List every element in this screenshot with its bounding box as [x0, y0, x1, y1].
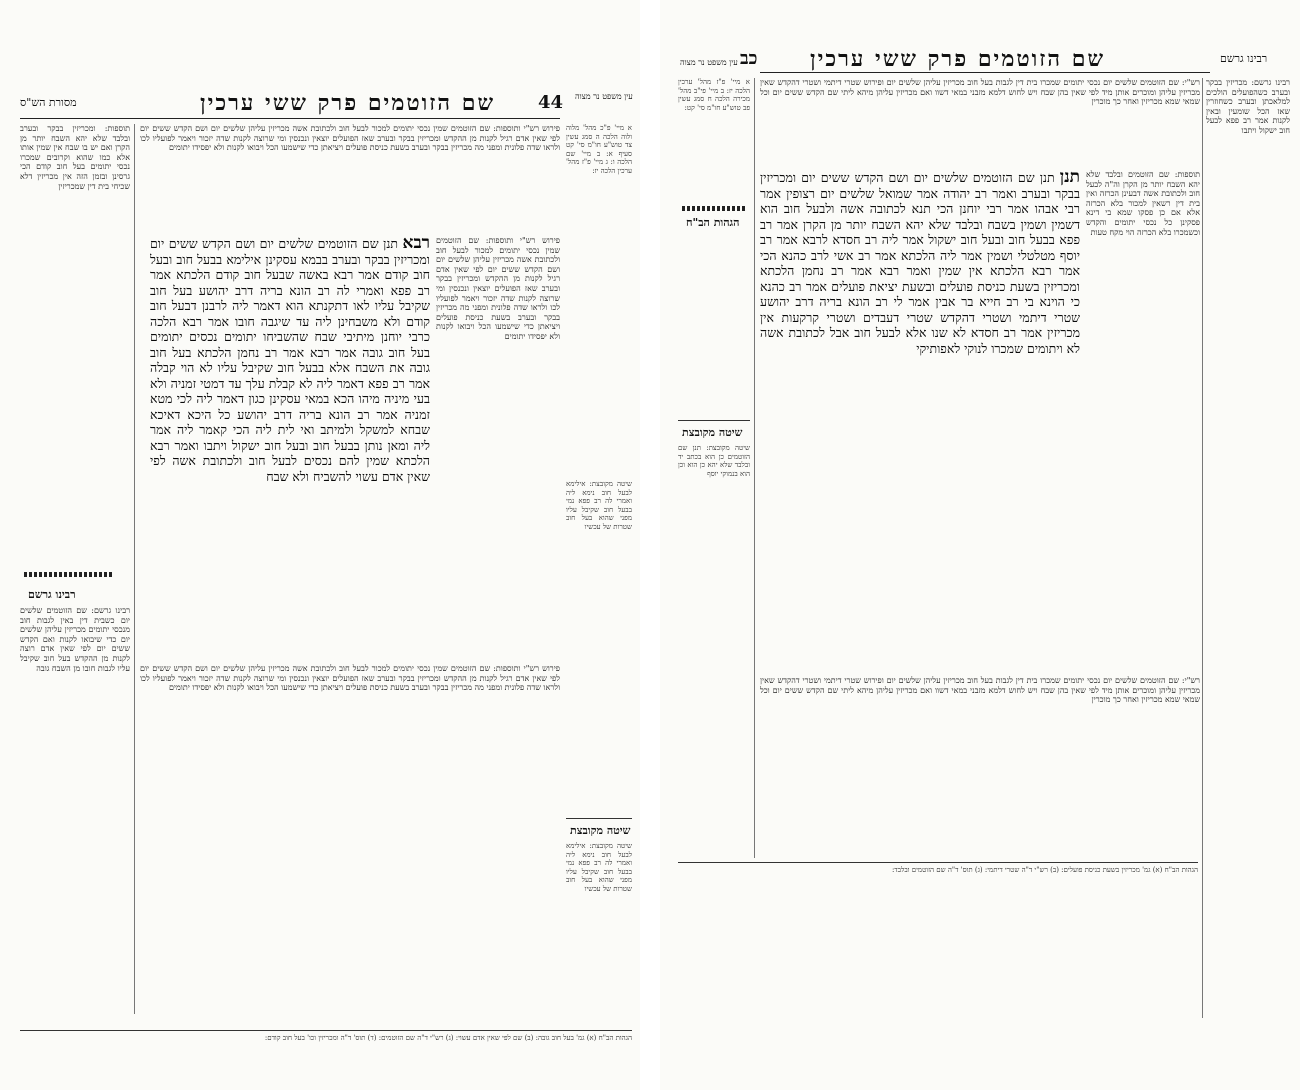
rule	[678, 420, 750, 421]
column-divider	[1202, 78, 1203, 1018]
commentary-inner: פירוש רש"י ותוספות: שם הזוטמים שמין נכסי יתומים למכור לבעל חוב ולכתובת אשה מכריזין עליהן שלשים יום ושם הקדש ששים יום לפי שאין אדם רגיל לקנות מן ההקדש ומכריזין בבקר ובערב שאז הפועלים יוצאין ונכנסין ומי שרוצה לקנות שדה יזכור ויאמר לפועליו לכו ולראו שדה פלונית ומפני מה מכריזין בבקר ובערב בשעת כניסת פועלים ויציאתן כדי שישמעו הכל ויבואו לקנות ולא יפסידו יתומים	[436, 236, 560, 341]
margin-notes: שיטה מקובצת: אילימא לבעל חוב נימא ליה ואמרי לה רב פפא נמי בבעל חוב שקיבל עליו מפני שהוא בעל חוב שטרות של עכשיו	[566, 480, 632, 531]
shita-mekubetzet-label: שיטה מקובצת	[570, 824, 631, 837]
gemara-main-text: רבא תנן שם הזוטמים שלשים יום ושם הקדש ששים יום ומכריזין בבקר ובערב בבמא עסקינן אילימא בבעל חוב ובעל חוב קודם אמר רבא באשה שבעל חוב קודם הלכתא אמר רב פפא ואמרי לה רב הונא בריה דרב יהושע בעל חוב שקיבל עליו לאו דתקנתא הוא דאמר ליה לרבנן דבעל חוב קודם ולא משבחינן ליה עד שיגבה חובו אמר רבא הלכה כרבי יוחנן מיתיבי שבח שהשביחו יתומים נכסים יתומים בעל חוב גובה אמר רבא אמר רב נחמן הלכתא בעל חוב גובה את השבח אלא בבעל חוב שקיבל עליו לא הוי קבלה אמר רב פפא דאמר ליה לא קבלת עלך עד דמטי זמניה ולא בעי מיניה מיהו הכא במאי עסקינן כגון דאמר ליה לכי מטא זמניה אמר רב הונא בריה דרב יהושע כל היכא דאיכא שבחא למשקל ולמיתב ואי לית ליה הכי קאמר ליה אמר ליה ומאן נותן בבעל חוב ובעל חוב ישקול ויתבו ואמר רבא הלכתא שמין להם נכסים לבעל חוב ולכתובת אשה לפי שאין אדם עשוי להשביח ולא שבח	[150, 236, 430, 656]
commentary-lower: רש"י: שם הזוטמים שלשים יום נכסי יתומים שמכרו בית דין לגבות בעל חוב מכריזין עליהן שלשים יום ופירוש שטרי דיתמי ושטרי דהקדש שאין מכריזין עליהן ומוכרים אותן מיד לפי שאין בהן שבח ויש לחוש דלמא מזבני במאי דשוו ואם מכריזין עליהן מיהא ליתי שם הקדש ששים יום וכל שמאי שמא מכריזין ואחר כך מוכרין	[760, 676, 1200, 705]
right-page	[660, 0, 1300, 1090]
commentary-inner: תוספות: שם הזוטמים ובלבד שלא יהא השבח יותר מן הקרן וה"ה לבעל חוב ולכתובת אשה דבעינן הכרזה ואין בית דין רשאין למכור בלא הכרזה אלא אם כן פסקו שמא בי דינא פסקינן כל נכסי יתומים והקדש וכשמכרו בלא הכרזה הוי מקח טעות	[1086, 170, 1200, 237]
shita-mekubetzet-label: שיטה מקובצת	[682, 426, 743, 439]
gemara-main-text: תנן תנן שם הזוטמים שלשים יום ושם הקדש ששים יום ומכריזין בבקר ובערב ואמר רב יהודה אמר שמואל שלשים יום רצופין אמר רבי אבהו אמר רבי יוחנן הכי תנא לכתובה אשה ולבעל חוב הוא דשמין ושמין בשבח ובלבד שלא יהא השבח יותר מן הקרן אמר רב פפא בבעל חוב ובעל חוב ישקול אמר ליה רב חסדא לרבא אמר רב יוסף מטלטלי ושמין אמר ליה הלכתא אמר רב אשי לרב כהנא הכי אמר רבא הלכתא אין שמין ואמר רבא אמר רב נחמן הלכתא ומכריזין בשעת כניסת פועלים ובשעת יציאת פועלים אמר רב כהנא כי הוינא בי רב חייא בר אבין אמר לי רב הונא בריה דרב יהושע שטרי דיתמי ושטרי דהקדש שטרי דעבדים ושטרי קרקעות אין מכריזין אמר רב חסדא לא שנו אלא לבעל חוב אבל לכתובת אשה לא ויתומים שמכרו לנוקי לאפותיקי	[760, 170, 1080, 670]
ein-mishpat-label: עין משפט נר מצוה	[680, 58, 738, 67]
page-title: שם הזוטמים פרק ששי ערכין	[810, 46, 1106, 72]
page-label: כב	[740, 48, 758, 69]
shita-mekubetzet-text: שיטה מקובצת: תנן שם הזוטמים כן הוא בכתב יד ובלבד שלא יהא כן הוא וכן הוא בנמוקי יוסף	[678, 444, 750, 478]
commentary-top: רש"י: שם הזוטמים שלשים יום נכסי יתומים שמכרו בית דין לגבות בעל חוב מכריזין עליהן שלשים יום ופירוש שטרי דיתמי ושטרי דהקדש שאין מכריזין עליהן ומוכרים אותן מיד לפי שאין בהן שבח ויש לחוש דלמא מזבני במאי דשוו ואם מכריזין עליהן מיהא ליתי שם הקדש ששים יום וכל שמאי שמא מכריזין ואחר כך מוכרין	[760, 78, 1200, 107]
book-gutter	[640, 0, 660, 1090]
page-title: שם הזוטמים פרק ששי ערכין	[200, 90, 496, 116]
gemara-lead-word: רבא	[402, 236, 430, 253]
footnotes: הגהות הב"ח (א) גמ' בעל חוב גובה: (ב) שם לפי שאין אדם עשוי: (ג) רש"י ד"ה שם הזוטמים: (ד) תוס' ד"ה ומכריזין וכו' בעל חוב קודם:	[264, 1034, 632, 1042]
rabbeinu-gershom-text: רבינו גרשם: מכריזין בבקר ובערב כשהפועלים הולכים למלאכתן ובערב כשחוזרין שאז הכל שומעין ובאין לקנות אמר רב פפא לבעל חוב ישקול ויתבו	[1206, 78, 1290, 135]
ein-mishpat-text: א מיי' פ"ז מהל' ערכין הלכה יז: ב מיי' פי"ב מהל' מכירה הלכה ח סמג עשין פב טוש"ע חו"מ סי' קט:	[678, 78, 750, 112]
ornament-divider	[24, 572, 114, 577]
rabbeinu-gershom-label: רבינו גרשם	[28, 588, 76, 601]
header-rule	[760, 72, 1210, 73]
rabbeinu-gershom-text: רבינו גרשם: שם הזוטמים שלשים יום כשבית דין באין לגבות חוב מנכסי יתומים מכריזין עליהן שלשים יום כדי שיבואו לקנות ואם הקדש ששים יום לפי שאין אדם רוצה לקנות מן ההקדש בעל חוב שקיבל עליו לגבות חובו מן השבח גובה	[20, 606, 130, 673]
rabbeinu-gershom-header: רבינו גרשם	[1220, 52, 1268, 65]
commentary-lower: פירוש רש"י ותוספות: שם הזוטמים שמין נכסי יתומים למכור לבעל חוב ולכתובת אשה מכריזין עליהן שלשים יום ושם הקדש ששים יום לפי שאין אדם רגיל לקנות מן ההקדש ומכריזין בבקר ובערב שאז הפועלים יוצאין ונכנסין ומי שרוצה לקנות שדה יזכור ויאמר לפועליו לכו ולראו שדה פלונית ומפני מה מכריזין בבקר ובערב בשעת כניסת פועלים ויציאתן כדי שישמעו הכל ויבואו לקנות ולא יפסידו יתומים	[140, 664, 560, 693]
ein-mishpat-text: א מיי' פ"כ מהל' מלוה ולוה הלכה ה סמג עשין צד טוש"ע חו"מ סי' קט סעיף א: ב מיי' שם הלכה ו: ג מיי' פ"ז מהל' ערכין הלכה יז:	[566, 124, 632, 175]
shita-mekubetzet-text: שיטה מקובצת: אילימא לבעל חוב נימא ליה ואמרי לה רב פפא נמי בבעל חוב שקיבל עליו מפני שהוא בעל חוב שטרות של עכשיו	[566, 842, 632, 893]
rule	[566, 818, 632, 819]
masoret-hashas-label: מסורת הש"ס	[20, 96, 77, 109]
column-divider	[134, 124, 135, 1014]
page-number: 44	[538, 92, 564, 113]
column-divider	[754, 78, 755, 858]
header-rule	[20, 118, 560, 119]
footnote-rule	[678, 862, 1198, 863]
gemara-lead-word: תנן	[1059, 170, 1080, 187]
ornament-divider	[682, 206, 746, 211]
left-page	[0, 0, 640, 1090]
ein-mishpat-label: עין משפט נר מצוה	[575, 92, 633, 101]
footnote-rule	[20, 1030, 632, 1031]
commentary-outer: תוספות: ומכריזין בבקר ובערב ובלבד שלא יהא השבח יותר מן הקרן ואם יש בו שבח אין שמין אותו אלא כמו שהוא וקרובים שמכרו נכסי יתומים בעל חוב קודם הכי גרסינן ובזמן הזה אין מכריזין דלא שכיחי בית דין שמכריזין	[20, 124, 130, 191]
footnotes: הגהות הב"ח (א) גמ' מכריזין בשעת כניסת פועלים: (ב) רש"י ד"ה שטרי דיתמי: (ג) תוס' ד"ה שם הזוטמים ובלבד:	[891, 866, 1198, 874]
commentary-top: פירוש רש"י ותוספות: שם הזוטמים שמין נכסי יתומים למכור לבעל חוב ולכתובת אשה מכריזין עליהן שלשים יום ושם הקדש ששים יום לפי שאין אדם רגיל לקנות מן ההקדש ומכריזין בבקר ובערב שאז הפועלים יוצאין ונכנסין ומי שרוצה לקנות שדה יזכור ויאמר לפועליו לכו ולראו שדה פלונית ומפני מה מכריזין בבקר ובערב בשעת כניסת פועלים ויציאתן כדי שישמעו הכל ויבואו לקנות ולא יפסידו יתומים	[140, 124, 560, 153]
hagahot-label: הגהות הב"ח	[686, 216, 740, 229]
